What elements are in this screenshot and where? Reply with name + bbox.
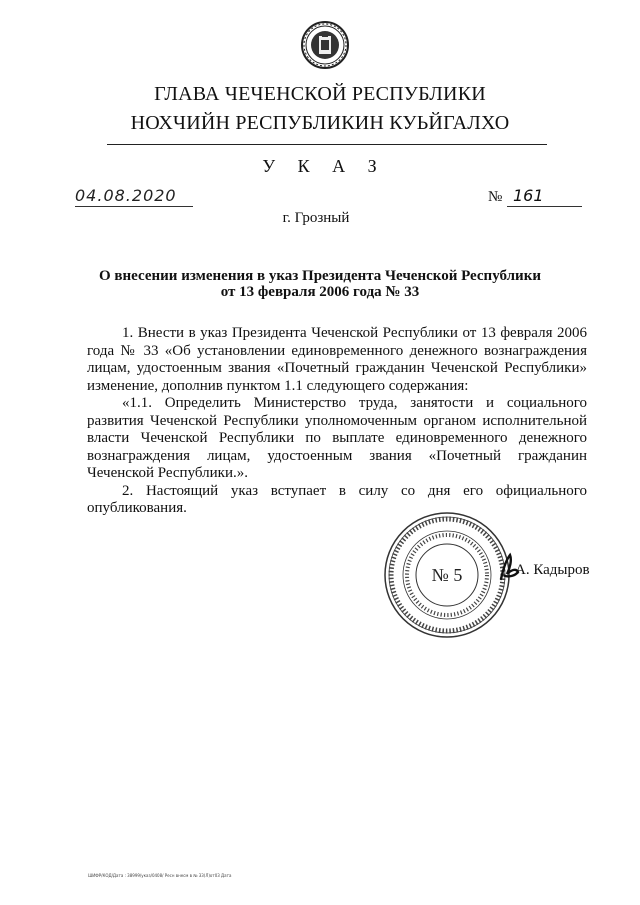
paragraph-2: 2. Настоящий указ вступает в силу со дня его официального опубликования.	[87, 482, 587, 516]
document-title-line-1: О внесении изменения в указ Президента Чеченской Республики	[99, 268, 541, 284]
official-seal-stamp	[382, 510, 512, 640]
header-line-2: НОХЧИЙН РЕСПУБЛИКИН КУЬЙГАЛХО	[130, 112, 510, 134]
document-number: 161	[507, 186, 582, 207]
document-body	[87, 325, 587, 518]
document-title-line-2: от 13 февраля 2006 года № 33	[220, 284, 420, 300]
paragraph-1: 1. Внести в указ Президента Чеченской Республики от 13 февраля 2006 года № 33 «Об установлении единовременного денежного вознаграждения лицам, удостоенным звания «Почетный гражданин Чеченской Республики» изменение, дополнив пунктом 1.1 следующего содержания:	[87, 325, 587, 394]
header-divider	[107, 144, 547, 145]
footer-code: ШИФР/КОД/Дата : 38999/указ/0408/ Ресн внесм в № 33(Л)от03 Дата	[88, 873, 232, 878]
header-line-1: ГЛАВА ЧЕЧЕНСКОЙ РЕСПУБЛИКИ	[154, 83, 486, 105]
document-type: У К А З	[262, 156, 386, 176]
document-city: г. Грозный	[282, 210, 350, 226]
seal-number: № 5	[431, 565, 463, 585]
number-label: №	[488, 189, 503, 205]
document-date: 04.08.2020	[75, 186, 193, 207]
paragraph-1-1: «1.1. Определить Министерство труда, занятости и социального развития Чеченской Республики уполномоченным органом исполнительной власти Чеченской Республики по выплате единовременного денежного вознаграждения лицам, удостоенным звания «Почетный гражданин Чеченской Республики.».	[87, 395, 587, 481]
coat-of-arms-emblem-icon	[300, 20, 350, 70]
signatory-name: А. Кадыров	[515, 562, 590, 578]
